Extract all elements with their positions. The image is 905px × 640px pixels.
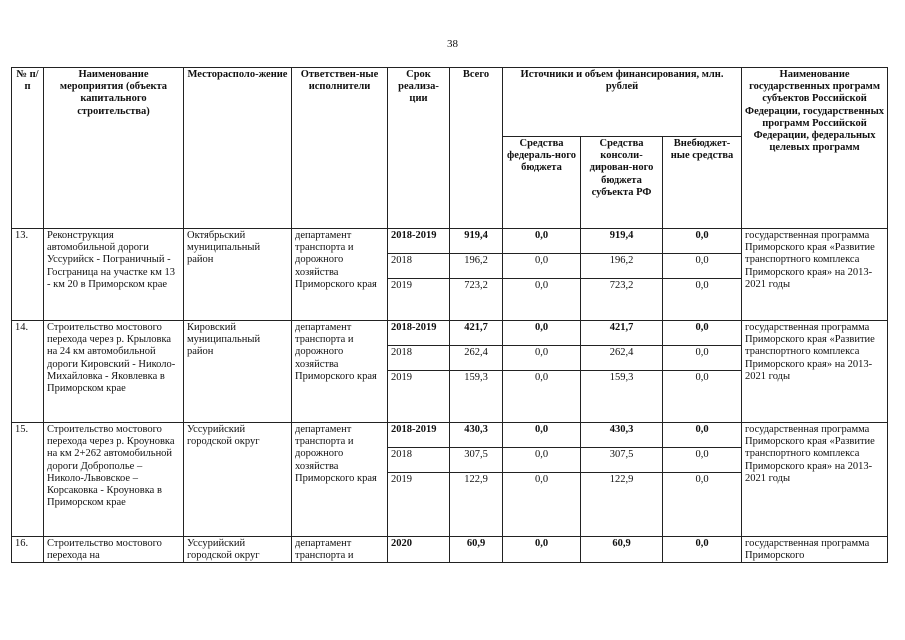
row-executor: департамент транспорта и дорожного хозяйства Приморского края: [292, 321, 388, 423]
row-federal: 0,0: [503, 346, 581, 371]
row-extra: 0,0: [663, 279, 742, 321]
row-executor: департамент транспорта и дорожного хозяйства Приморского края: [292, 423, 388, 537]
row-federal: 0,0: [503, 279, 581, 321]
table-row: [12, 321, 888, 346]
table-row: [12, 423, 888, 448]
header-executors: Ответствен-ные исполнители: [292, 68, 388, 229]
row-num: 16.: [12, 537, 44, 563]
row-federal: 0,0: [503, 254, 581, 279]
row-consolidated: 919,4: [581, 229, 663, 254]
row-extra: 0,0: [663, 321, 742, 346]
row-consolidated: 723,2: [581, 279, 663, 321]
row-federal: 0,0: [503, 473, 581, 537]
table-row: [12, 537, 888, 563]
row-location: Уссурийский городской округ: [184, 537, 292, 563]
row-term: 2018-2019: [388, 423, 450, 448]
table-row: [12, 229, 888, 254]
financing-table: [11, 67, 888, 563]
row-total: 723,2: [450, 279, 503, 321]
row-consolidated: 60,9: [581, 537, 663, 563]
row-executor: департамент транспорта и дорожного хозяйства Приморского края: [292, 229, 388, 321]
row-total: 159,3: [450, 371, 503, 423]
row-consolidated: 262,4: [581, 346, 663, 371]
row-consolidated: 421,7: [581, 321, 663, 346]
row-location: Уссурийский городской округ: [184, 423, 292, 537]
row-extra: 0,0: [663, 537, 742, 563]
row-extra: 0,0: [663, 254, 742, 279]
row-federal: 0,0: [503, 371, 581, 423]
row-extra: 0,0: [663, 371, 742, 423]
header-term: Срок реализа-ции: [388, 68, 450, 229]
row-term: 2018-2019: [388, 229, 450, 254]
row-term: 2018-2019: [388, 321, 450, 346]
row-num: 14.: [12, 321, 44, 423]
row-num: 13.: [12, 229, 44, 321]
row-consolidated: 159,3: [581, 371, 663, 423]
row-total: 262,4: [450, 346, 503, 371]
row-name: Строительство мостового перехода через р. Кроуновка на км 2+262 автомобильной дороги Доброполье – Николо-Львовское – Корсаковка - Кроуновка в Приморском крае: [44, 423, 184, 537]
row-extra: 0,0: [663, 346, 742, 371]
row-consolidated: 430,3: [581, 423, 663, 448]
row-term: 2019: [388, 279, 450, 321]
row-program: государственная программа Приморского края «Развитие транспортного комплекса Приморского края» на 2013-2021 годы: [742, 423, 888, 537]
row-term: 2019: [388, 473, 450, 537]
row-extra: 0,0: [663, 229, 742, 254]
row-federal: 0,0: [503, 423, 581, 448]
row-term: 2019: [388, 371, 450, 423]
row-extra: 0,0: [663, 423, 742, 448]
row-total: 430,3: [450, 423, 503, 448]
row-consolidated: 307,5: [581, 448, 663, 473]
row-federal: 0,0: [503, 537, 581, 563]
row-location: Октябрьский муниципальный район: [184, 229, 292, 321]
row-total: 421,7: [450, 321, 503, 346]
row-term: 2018: [388, 346, 450, 371]
row-program: государственная программа Приморского: [742, 537, 888, 563]
row-consolidated: 122,9: [581, 473, 663, 537]
row-total: 60,9: [450, 537, 503, 563]
row-num: 15.: [12, 423, 44, 537]
header-num: № п/п: [12, 68, 44, 229]
row-term: 2018: [388, 254, 450, 279]
row-program: государственная программа Приморского края «Развитие транспортного комплекса Приморского края» на 2013-2021 годы: [742, 321, 888, 423]
row-term: 2020: [388, 537, 450, 563]
row-extra: 0,0: [663, 448, 742, 473]
row-total: 122,9: [450, 473, 503, 537]
page-number: 38: [447, 38, 458, 50]
row-name: Реконструкция автомобильной дороги Уссурийск - Пограничный - Госграница на участке км 13 - км 20 в Приморском крае: [44, 229, 184, 321]
row-location: Кировский муниципальный район: [184, 321, 292, 423]
header-name: Наименование мероприятия (объекта капитального строительства): [44, 68, 184, 229]
header-federal: Средства федераль-ного бюджета: [503, 137, 581, 229]
row-name: Строительство мостового перехода через р. Крыловка на 24 км автомобильной дороги Кировский - Николо-Михайловка - Яковлевка в Приморском крае: [44, 321, 184, 423]
header-row: [12, 68, 888, 137]
header-sources: Источники и объем финансирования, млн. рублей: [503, 68, 742, 137]
row-total: 307,5: [450, 448, 503, 473]
header-extrabudget: Внебюджет-ные средства: [663, 137, 742, 229]
header-programs: Наименование государственных программ субъектов Российской Федерации, государственных программ Российской Федерации, федеральных целевых программ: [742, 68, 888, 229]
header-consolidated: Средства консоли-дирован-ного бюджета субъекта РФ: [581, 137, 663, 229]
row-federal: 0,0: [503, 229, 581, 254]
row-total: 919,4: [450, 229, 503, 254]
row-program: государственная программа Приморского края «Развитие транспортного комплекса Приморского края» на 2013-2021 годы: [742, 229, 888, 321]
row-total: 196,2: [450, 254, 503, 279]
row-consolidated: 196,2: [581, 254, 663, 279]
header-location: Месторасполо-жение: [184, 68, 292, 229]
row-executor: департамент транспорта и: [292, 537, 388, 563]
row-term: 2018: [388, 448, 450, 473]
header-total: Всего: [450, 68, 503, 229]
row-extra: 0,0: [663, 473, 742, 537]
row-federal: 0,0: [503, 448, 581, 473]
row-name: Строительство мостового перехода на: [44, 537, 184, 563]
row-federal: 0,0: [503, 321, 581, 346]
